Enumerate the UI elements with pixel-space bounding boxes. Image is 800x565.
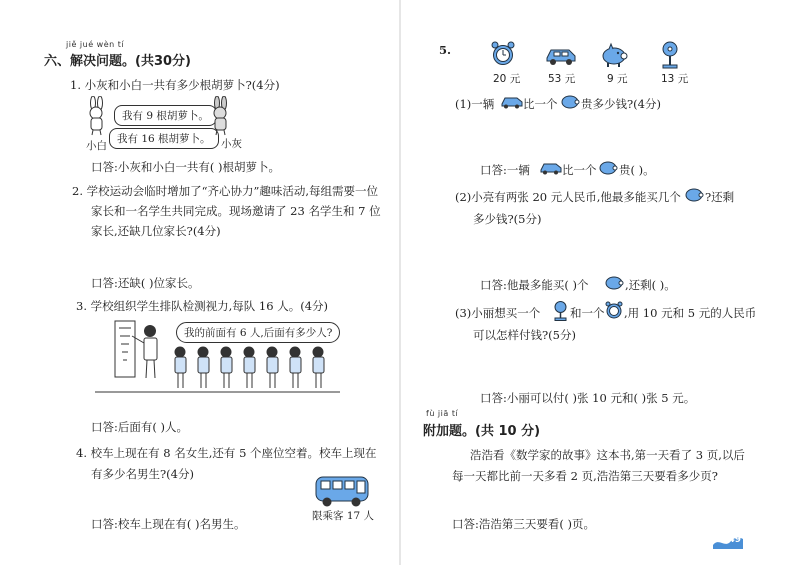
q4-line1: 4. 校车上现在有 8 名女生,还有 5 个座位空着。校车上现在 (76, 446, 377, 460)
q1-name-left: 小白 (86, 140, 107, 152)
q5-p3-c: ,用 10 元和 5 元的人民币 (624, 306, 757, 320)
toy-car-icon (501, 94, 523, 109)
q5-p1-ans-c: 贵( )。 (619, 163, 655, 177)
extra-answer: 口答:浩浩第三天要看( )页。 (452, 517, 596, 531)
piggy-bank-icon (600, 42, 628, 68)
price-car: 53 元 (548, 73, 576, 85)
price-clock: 20 元 (493, 73, 521, 85)
extra-title: 附加题。(共 10 分) (423, 424, 541, 439)
q1-bubble-right: 我有 16 根胡萝卜。 (109, 128, 219, 149)
price-piggy: 9 元 (607, 73, 628, 85)
page-number: 49 (728, 535, 741, 545)
rabbit-white-illustration (83, 96, 111, 136)
toy-car-icon (540, 160, 562, 175)
price-fan: 13 元 (661, 73, 689, 85)
q2-answer: 口答:还缺( )位家长。 (91, 276, 200, 290)
q5-p3-a: (3)小丽想买一个 (455, 306, 541, 320)
q5-p3-answer: 口答:小丽可以付( )张 10 元和( )张 5 元。 (480, 391, 696, 405)
section-pinyin: jiě jué wèn tí (66, 40, 125, 49)
q3-bubble: 我的前面有 6 人,后面有多少人? (176, 322, 340, 343)
page-fold (399, 0, 401, 565)
school-bus-illustration (313, 474, 371, 508)
extra-pinyin: fù jiā tí (426, 409, 459, 418)
q2-line2: 家长和一名学生共同完成。现场邀请了 23 名学生和 7 位 (91, 204, 381, 218)
q3-text: 3. 学校组织学生排队检测视力,每队 16 人。(4分) (76, 299, 329, 313)
piggy-bank-icon (598, 159, 618, 176)
q5-p1-ans-b: 比一个 (562, 163, 597, 177)
rabbit-grey-illustration (207, 96, 235, 136)
q1-text: 1. 小灰和小白一共有多少根胡萝卜?(4分) (70, 78, 280, 92)
q4-line2: 有多少名男生?(4分) (91, 467, 194, 481)
q3-answer: 口答:后面有( )人。 (91, 420, 189, 434)
q2-line3: 家长,还缺几位家长?(4分) (91, 224, 221, 238)
piggy-bank-icon (684, 186, 704, 203)
alarm-clock-icon (604, 300, 624, 320)
piggy-bank-icon (604, 274, 624, 291)
q4-answer: 口答:校车上现在有( )名男生。 (91, 517, 246, 531)
q2-line1: 2. 学校运动会临时增加了“齐心协力”趣味活动,每组需要一位 (72, 184, 379, 198)
extra-line1: 浩浩看《数学家的故事》这本书,第一天看了 3 页,以后 (470, 448, 745, 462)
q5-p1-ans-a: 口答:一辆 (480, 163, 530, 177)
q5-p1-c: 贵多少钱?(4分) (581, 97, 661, 111)
q5-p2-ans-a: 口答:他最多能买( )个 (480, 278, 589, 292)
q5-p2-a: (2)小亮有两张 20 元人民币,他最多能买几个 (455, 190, 681, 204)
desk-fan-icon (659, 40, 681, 70)
piggy-bank-icon (560, 93, 580, 110)
section-title: 六、解决问题。(共30分) (44, 54, 191, 69)
q5-p2-ans-b: ,还剩( )。 (625, 278, 676, 292)
q1-bubble-left: 我有 9 根胡萝卜。 (114, 105, 217, 126)
alarm-clock-icon (490, 40, 516, 68)
q5-p2-c: 多少钱?(5分) (473, 212, 542, 226)
toy-car-icon (545, 44, 577, 66)
q5-p1-b: 比一个 (523, 97, 558, 111)
q5-p3-d: 可以怎样付钱?(5分) (473, 328, 576, 342)
q5-p2-b: ?还剩 (705, 190, 735, 204)
q5-p1-a: (1)一辆 (455, 97, 495, 111)
page-number-badge (713, 535, 743, 549)
q5-number: 5. (439, 43, 452, 57)
q5-p3-b: 和一个 (570, 306, 605, 320)
q4-bus-label: 限乘客 17 人 (312, 510, 375, 522)
student-with-pointer (132, 325, 157, 378)
extra-line2: 每一天都比前一天多看 2 页,浩浩第三天要看多少页? (452, 469, 718, 483)
q1-name-right: 小灰 (221, 138, 242, 150)
desk-fan-icon (552, 300, 569, 322)
q1-answer: 口答:小灰和小白一共有( )根胡萝卜。 (91, 160, 281, 174)
